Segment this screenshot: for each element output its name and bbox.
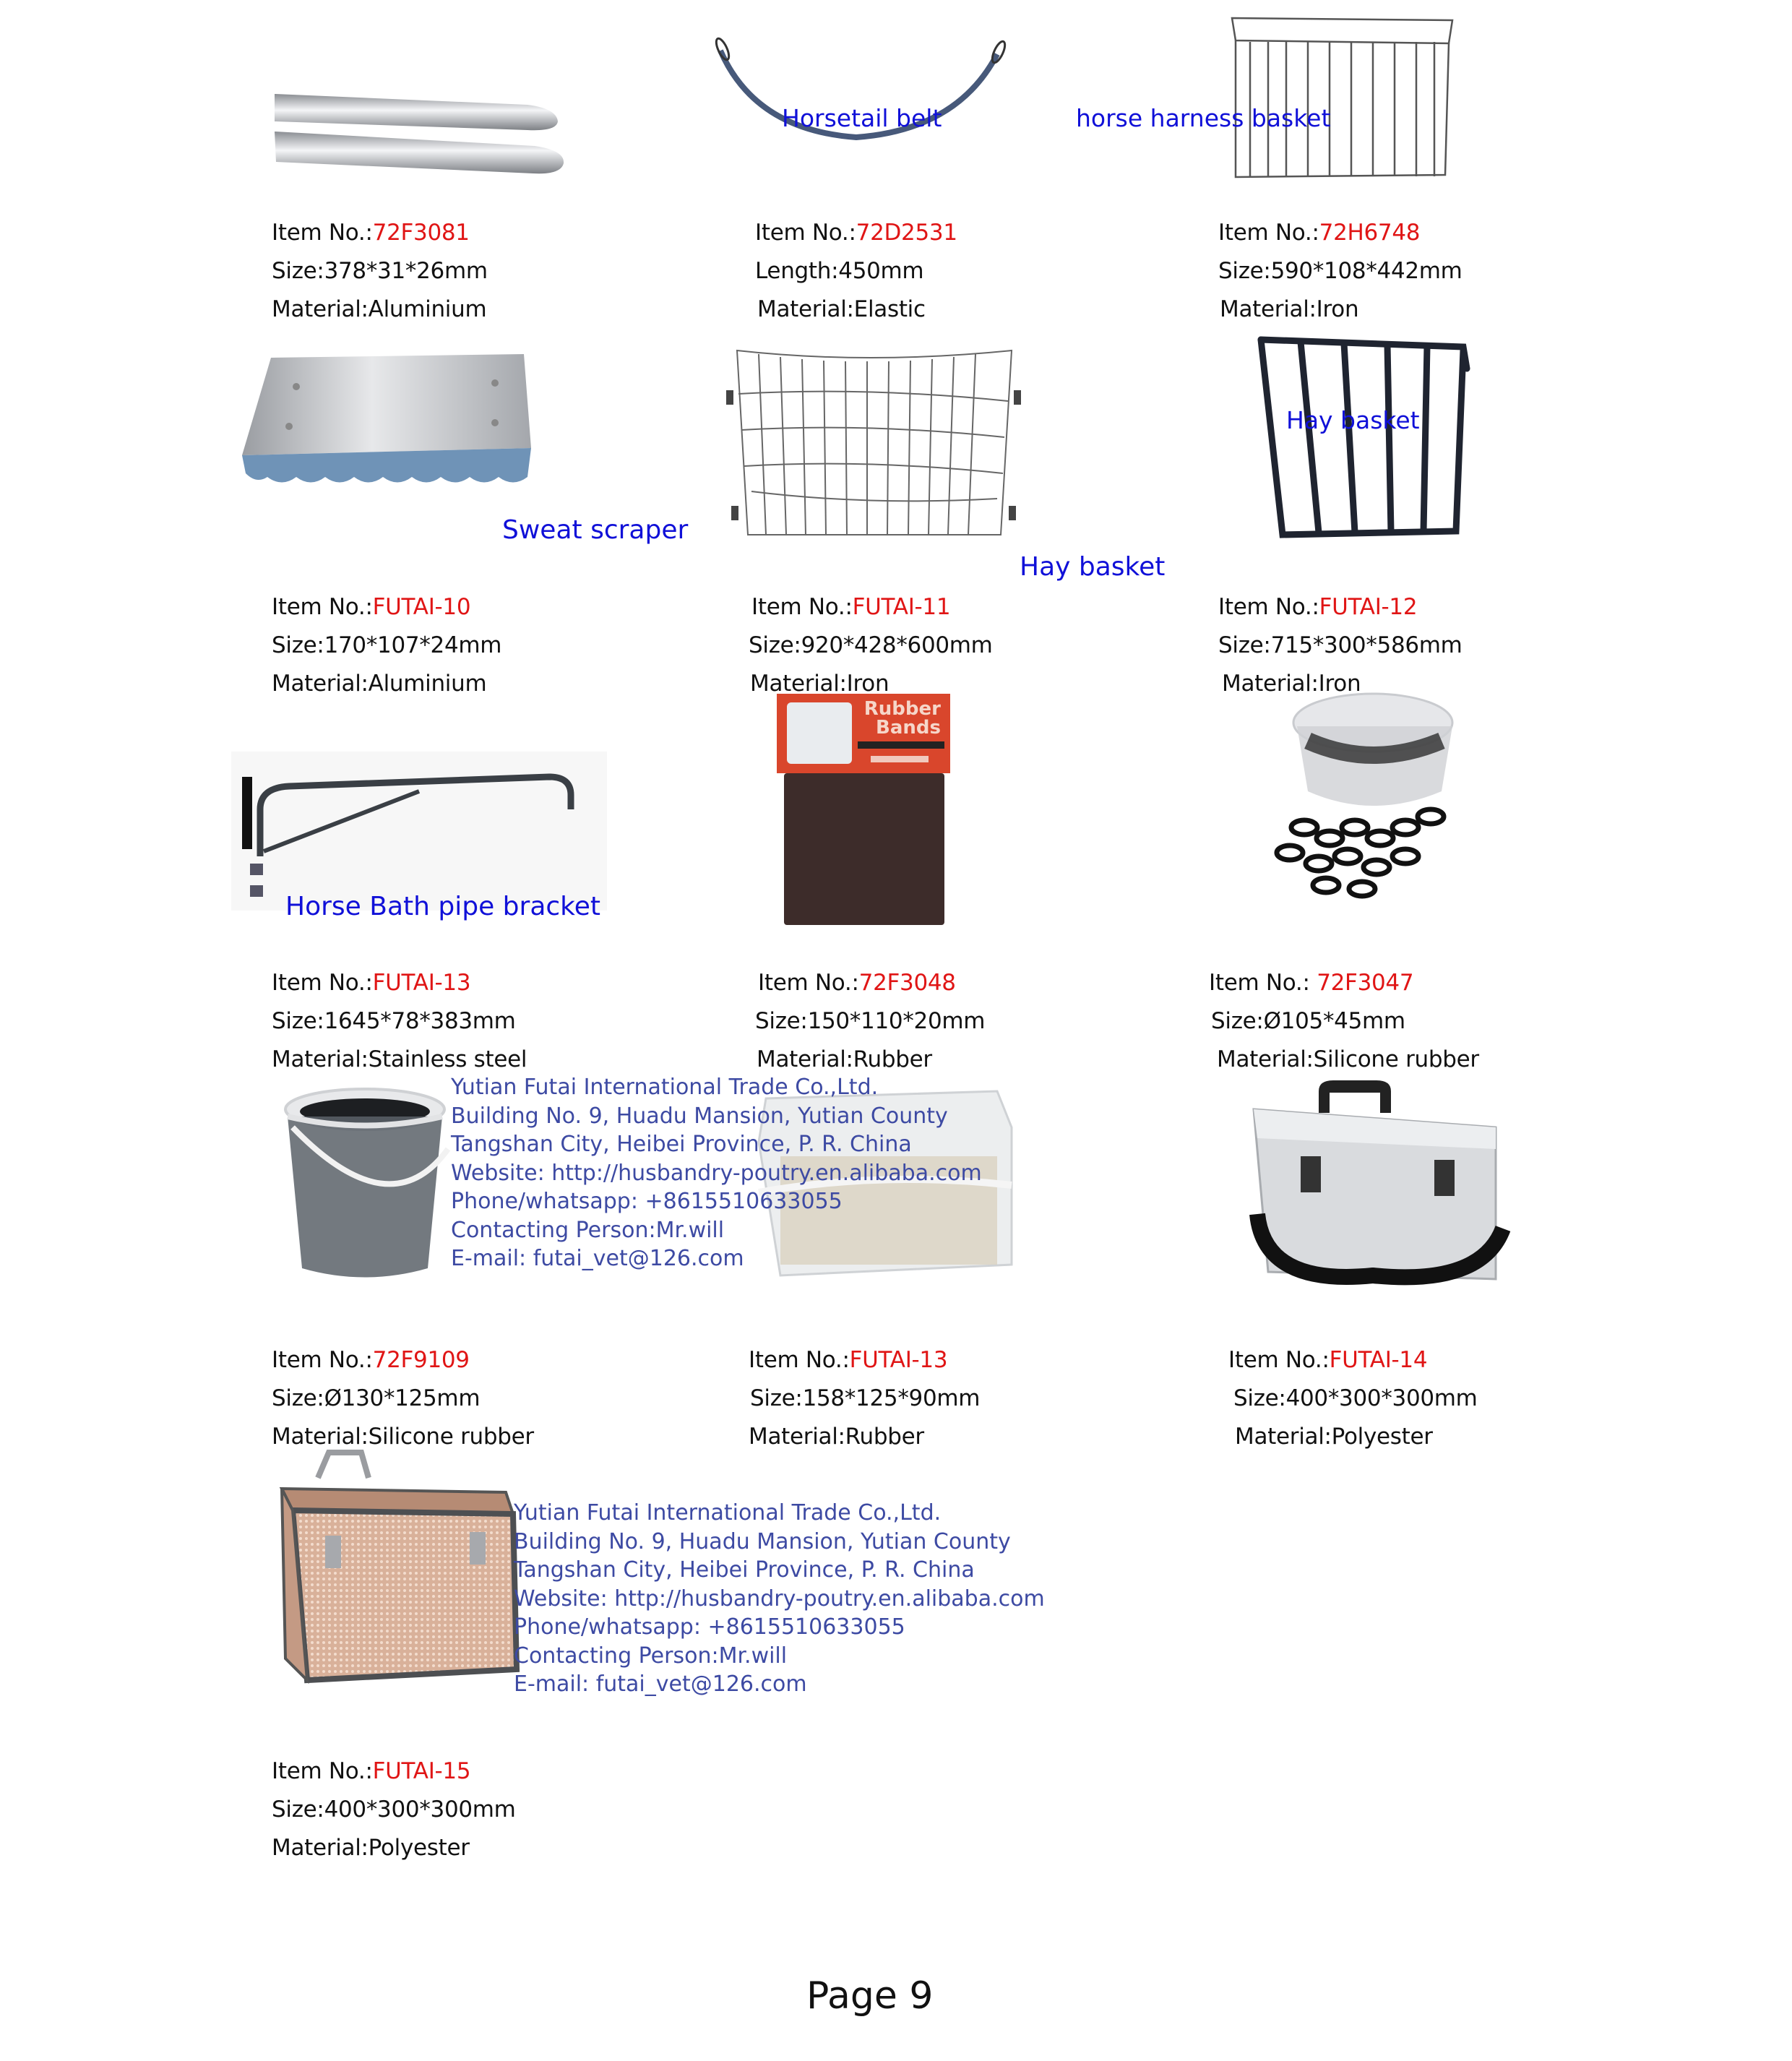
size-line: Size:170*107*24mm: [272, 632, 502, 658]
material-line: Material:Rubber: [757, 1046, 932, 1072]
product-spec-72D2531: [755, 218, 957, 324]
product-spec-72H6748: [1218, 218, 1463, 324]
material-line: Material:Polyester: [272, 1835, 470, 1861]
company-name: Yutian Futai International Trade Co.,Ltd.: [451, 1075, 879, 1100]
package-title: Rubber Bands: [863, 698, 941, 739]
size-line: Size:715*300*586mm: [1218, 632, 1463, 658]
size-line: Size:Ø105*45mm: [1211, 1008, 1405, 1034]
material-line: Material:Aluminium: [272, 296, 487, 322]
material-line: Material:Polyester: [1235, 1424, 1433, 1450]
material-line: Material:Iron: [1220, 296, 1359, 322]
size-line: Size:150*110*20mm: [755, 1008, 986, 1034]
item-number-line: Item No.:72F3081: [272, 220, 470, 246]
item-code: FUTAI-15: [372, 1758, 471, 1784]
size-line: Size:1645*78*383mm: [272, 1008, 516, 1034]
item-code: FUTAI-13: [849, 1347, 948, 1373]
item-code: 72F3047: [1317, 970, 1414, 996]
company-website: Website: http://husbandry-poutry.en.alibaba.com: [451, 1160, 982, 1186]
item-number-line: Item No.:FUTAI-13: [272, 970, 471, 996]
item-code: 72D2531: [856, 220, 957, 246]
item-number-line: Item No.:FUTAI-12: [1218, 594, 1418, 620]
item-code: FUTAI-14: [1329, 1347, 1428, 1373]
size-line: Size:590*108*442mm: [1218, 258, 1463, 284]
size-line: Size:400*300*300mm: [1233, 1385, 1478, 1411]
item-code: 72F3081: [372, 220, 470, 246]
label-horse-bath-pipe-bracket: Horse Bath pipe bracket: [285, 892, 601, 921]
item-number-line: Item No.:72F9109: [272, 1347, 470, 1373]
item-number-line: Item No.:FUTAI-15: [272, 1758, 471, 1784]
product-image-black-hay-basket: [1246, 329, 1478, 546]
product-spec-72F3081: [272, 218, 488, 324]
product-image-bands-bucket: [275, 1084, 462, 1286]
product-image-pipe-bracket: [231, 752, 607, 911]
product-image-silicone-bands-tub: [1239, 690, 1470, 907]
product-image-sweat-scraper: [238, 354, 542, 491]
label-horsetail-belt: Horsetail belt: [782, 104, 942, 132]
label-hay-basket-black: Hay basket: [1286, 406, 1420, 434]
company-contact-block-1: [451, 1073, 982, 1273]
label-hay-basket-wire: Hay basket: [1020, 552, 1166, 582]
product-image-silver-grooming-case: [1243, 1077, 1517, 1301]
product-image-harness-basket: [1228, 14, 1460, 181]
company-address-line-2: Tangshan City, Heibei Province, P. R. China: [514, 1557, 975, 1583]
product-spec-FUTAI-11: [751, 593, 993, 698]
material-line: Material:Silicone rubber: [1217, 1046, 1479, 1072]
material-line: Material:Elastic: [757, 296, 926, 322]
company-address-line-1: Building No. 9, Huadu Mansion, Yutian County: [451, 1103, 948, 1129]
company-email: E-mail: futai_vet@126.com: [514, 1671, 807, 1697]
product-spec-72F9109: [272, 1346, 534, 1451]
horse-head-icon: [787, 702, 852, 764]
product-image-wire-hay-basket: [723, 340, 1026, 542]
company-address-line-1: Building No. 9, Huadu Mansion, Yutian County: [514, 1528, 1011, 1554]
product-spec-FUTAI-15: [272, 1757, 516, 1862]
item-code: FUTAI-11: [852, 594, 951, 620]
label-horse-harness-basket: horse harness basket: [1076, 104, 1331, 132]
length-line: Length:450mm: [755, 258, 924, 284]
material-line: Material:Iron: [1222, 671, 1361, 697]
company-contact-block-2: [514, 1499, 1045, 1699]
company-name: Yutian Futai International Trade Co.,Ltd.: [514, 1500, 942, 1526]
material-line: Material:Silicone rubber: [272, 1424, 534, 1450]
item-number-line: Item No.:FUTAI-10: [272, 594, 471, 620]
size-line: Size:378*31*26mm: [272, 258, 488, 284]
product-image-aluminium-bars: [267, 87, 571, 188]
item-code: 72H6748: [1319, 220, 1421, 246]
material-line: Material:Iron: [750, 671, 889, 697]
company-email: E-mail: futai_vet@126.com: [451, 1246, 744, 1271]
material-line: Material:Aluminium: [272, 671, 487, 697]
company-website: Website: http://husbandry-poutry.en.alibaba.com: [514, 1585, 1045, 1612]
size-line: Size:920*428*600mm: [749, 632, 993, 658]
product-image-rose-gold-grooming-case: [275, 1449, 527, 1695]
item-number-line: Item No.: 72F3047: [1209, 970, 1414, 996]
page-number: Page 9: [806, 1974, 934, 2018]
item-code: 72F3048: [858, 970, 956, 996]
product-spec-FUTAI-10: [272, 593, 501, 698]
size-line: Size:Ø130*125mm: [272, 1385, 481, 1411]
material-line: Material:Stainless steel: [272, 1046, 527, 1072]
product-spec-72F3048: [755, 968, 986, 1074]
material-line: Material:Rubber: [749, 1424, 924, 1450]
company-address-line-2: Tangshan City, Heibei Province, P. R. China: [451, 1132, 912, 1157]
product-image-rubber-bands-bag: [777, 694, 950, 929]
item-number-line: Item No.:FUTAI-14: [1228, 1347, 1428, 1373]
company-contact-person: Contacting Person:Mr.will: [451, 1217, 725, 1243]
item-code: FUTAI-12: [1319, 594, 1418, 620]
product-spec-FUTAI-14: [1228, 1346, 1478, 1451]
product-spec-72F3047: [1209, 968, 1479, 1074]
company-phone: Phone/whatsapp: +8615510633055: [451, 1189, 843, 1214]
size-line: Size:400*300*300mm: [272, 1797, 516, 1823]
item-number-line: Item No.:FUTAI-11: [751, 594, 951, 620]
label-sweat-scraper: Sweat scraper: [502, 515, 689, 545]
item-number-line: Item No.:72F3048: [758, 970, 956, 996]
item-code: FUTAI-10: [372, 594, 471, 620]
item-number-line: Item No.:72H6748: [1218, 220, 1421, 246]
item-code: FUTAI-13: [372, 970, 471, 996]
product-spec-FUTAI-12: [1218, 593, 1463, 698]
item-code: 72F9109: [372, 1347, 470, 1373]
company-phone: Phone/whatsapp: +8615510633055: [514, 1614, 905, 1640]
company-contact-person: Contacting Person:Mr.will: [514, 1643, 788, 1669]
size-line: Size:158*125*90mm: [750, 1385, 981, 1411]
product-image-horsetail-belt: [712, 36, 1015, 152]
item-number-line: Item No.:FUTAI-13: [749, 1347, 948, 1373]
product-spec-FUTAI-13-bracket: [272, 968, 527, 1074]
item-number-line: Item No.:72D2531: [755, 220, 957, 246]
product-spec-FUTAI-13-box: [749, 1346, 980, 1451]
